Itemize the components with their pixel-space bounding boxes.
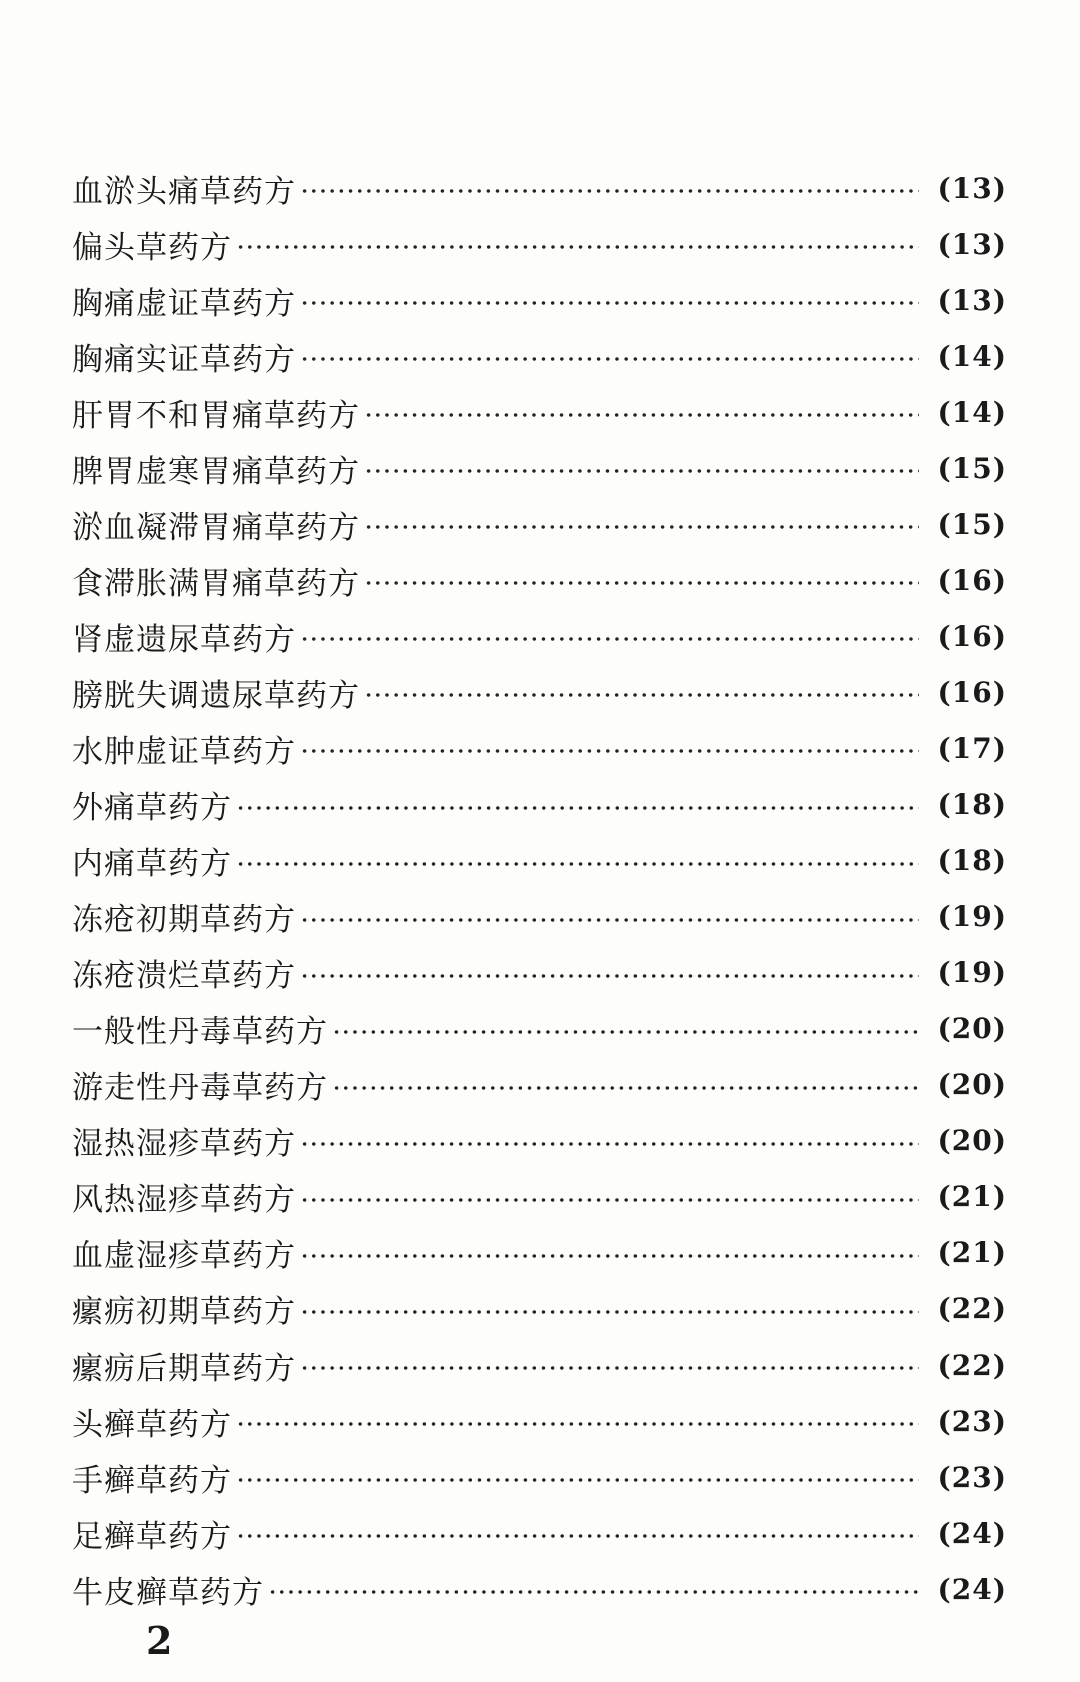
toc-entry [72, 552, 1007, 608]
dot-leader [236, 806, 919, 810]
toc-entry [72, 1001, 1007, 1057]
toc-entry-title: 冻疮溃烂草药方 [72, 958, 296, 995]
dot-leader [300, 357, 919, 361]
toc-entry [72, 1337, 1007, 1393]
dot-leader [364, 525, 919, 529]
toc-entry-title: 风热湿疹草药方 [72, 1182, 296, 1219]
dot-leader [332, 1030, 919, 1034]
toc-entry [72, 496, 1007, 552]
toc-entry-page: (22) [937, 1348, 1007, 1382]
toc-entry [72, 216, 1007, 272]
toc-entry-title: 膀胱失调遗尿草药方 [72, 677, 360, 714]
toc-entry-page: (16) [937, 619, 1007, 653]
dot-leader [300, 637, 919, 641]
toc-entry [72, 1393, 1007, 1449]
dot-leader [300, 1142, 919, 1146]
toc-entry-page: (14) [937, 339, 1007, 373]
page-number: 2 [146, 1618, 173, 1663]
toc-entry [72, 384, 1007, 440]
toc-entry-title: 肝胃不和胃痛草药方 [72, 397, 360, 434]
dot-leader [236, 1422, 919, 1426]
toc-entry-page: (16) [937, 563, 1007, 597]
dot-leader [300, 918, 919, 922]
toc-entry-page: (15) [937, 451, 1007, 485]
dot-leader [300, 1310, 919, 1314]
dot-leader [236, 1478, 919, 1482]
toc-entry-page: (23) [937, 1404, 1007, 1438]
toc-entry-title: 瘰疬后期草药方 [72, 1350, 296, 1387]
toc-entry-page: (15) [937, 507, 1007, 541]
toc-entry-title: 湿热湿疹草药方 [72, 1126, 296, 1163]
dot-leader [300, 1254, 919, 1258]
toc-entry-title: 冻疮初期草药方 [72, 902, 296, 939]
toc-entry-page: (24) [937, 1516, 1007, 1550]
toc-entry-title: 外痛草药方 [72, 790, 232, 827]
toc-entry-title: 食滞胀满胃痛草药方 [72, 565, 360, 602]
toc-entry [72, 720, 1007, 776]
toc-entry-page: (13) [937, 227, 1007, 261]
toc-entry [72, 1169, 1007, 1225]
toc-entry [72, 777, 1007, 833]
toc-entry-page: (20) [937, 1124, 1007, 1158]
toc-entry-page: (17) [937, 731, 1007, 765]
toc-entry-title: 游走性丹毒草药方 [72, 1070, 328, 1107]
toc-entry-title: 脾胃虚寒胃痛草药方 [72, 453, 360, 490]
toc-entry-title: 瘰疬初期草药方 [72, 1294, 296, 1331]
dot-leader [364, 413, 919, 417]
toc-entry-page: (20) [937, 1068, 1007, 1102]
toc-entry [72, 1505, 1007, 1561]
dot-leader [300, 1198, 919, 1202]
dot-leader [300, 301, 919, 305]
toc-entry-page: (16) [937, 675, 1007, 709]
toc-entry [72, 1113, 1007, 1169]
toc-entry-title: 血淤头痛草药方 [72, 173, 296, 210]
toc-entry-page: (20) [937, 1012, 1007, 1046]
toc-entry [72, 664, 1007, 720]
toc-entry [72, 833, 1007, 889]
toc-entry [72, 328, 1007, 384]
dot-leader [364, 581, 919, 585]
toc-entry-title: 肾虚遗尿草药方 [72, 621, 296, 658]
dot-leader [236, 862, 919, 866]
dot-leader [332, 1086, 919, 1090]
toc-entry-page: (24) [937, 1572, 1007, 1606]
dot-leader [364, 469, 919, 473]
toc-entry-page: (18) [937, 844, 1007, 878]
dot-leader [300, 974, 919, 978]
toc-entry-title: 偏头草药方 [72, 229, 232, 266]
toc-entry [72, 1057, 1007, 1113]
toc-entry [72, 889, 1007, 945]
toc-entry-title: 头癣草药方 [72, 1406, 232, 1443]
toc-entry-page: (23) [937, 1460, 1007, 1494]
toc-entry-title: 淤血凝滞胃痛草药方 [72, 509, 360, 546]
table-of-contents [72, 160, 1007, 1617]
toc-entry-page: (21) [937, 1236, 1007, 1270]
toc-entry [72, 160, 1007, 216]
dot-leader [300, 749, 919, 753]
dot-leader [236, 1534, 919, 1538]
toc-entry-title: 水肿虚证草药方 [72, 733, 296, 770]
toc-entry-page: (18) [937, 788, 1007, 822]
toc-entry [72, 272, 1007, 328]
toc-entry [72, 1225, 1007, 1281]
toc-entry-page: (13) [937, 171, 1007, 205]
dot-leader [300, 189, 919, 193]
dot-leader [364, 693, 919, 697]
toc-entry-title: 手癣草药方 [72, 1462, 232, 1499]
toc-entry-page: (21) [937, 1180, 1007, 1214]
dot-leader [236, 245, 919, 249]
toc-entry [72, 1281, 1007, 1337]
toc-entry-title: 胸痛实证草药方 [72, 341, 296, 378]
dot-leader [268, 1590, 919, 1594]
toc-entry-page: (14) [937, 395, 1007, 429]
toc-entry-title: 一般性丹毒草药方 [72, 1014, 328, 1051]
toc-entry [72, 1449, 1007, 1505]
toc-entry [72, 608, 1007, 664]
toc-entry-page: (13) [937, 283, 1007, 317]
toc-entry-title: 牛皮癣草药方 [72, 1574, 264, 1611]
toc-entry [72, 440, 1007, 496]
toc-entry-title: 足癣草药方 [72, 1518, 232, 1555]
toc-entry-page: (19) [937, 900, 1007, 934]
toc-entry-title: 血虚湿疹草药方 [72, 1238, 296, 1275]
toc-entry [72, 945, 1007, 1001]
toc-entry-title: 胸痛虚证草药方 [72, 285, 296, 322]
toc-entry-page: (22) [937, 1292, 1007, 1326]
toc-entry [72, 1561, 1007, 1617]
toc-entry-title: 内痛草药方 [72, 846, 232, 883]
toc-entry-page: (19) [937, 956, 1007, 990]
dot-leader [300, 1366, 919, 1370]
